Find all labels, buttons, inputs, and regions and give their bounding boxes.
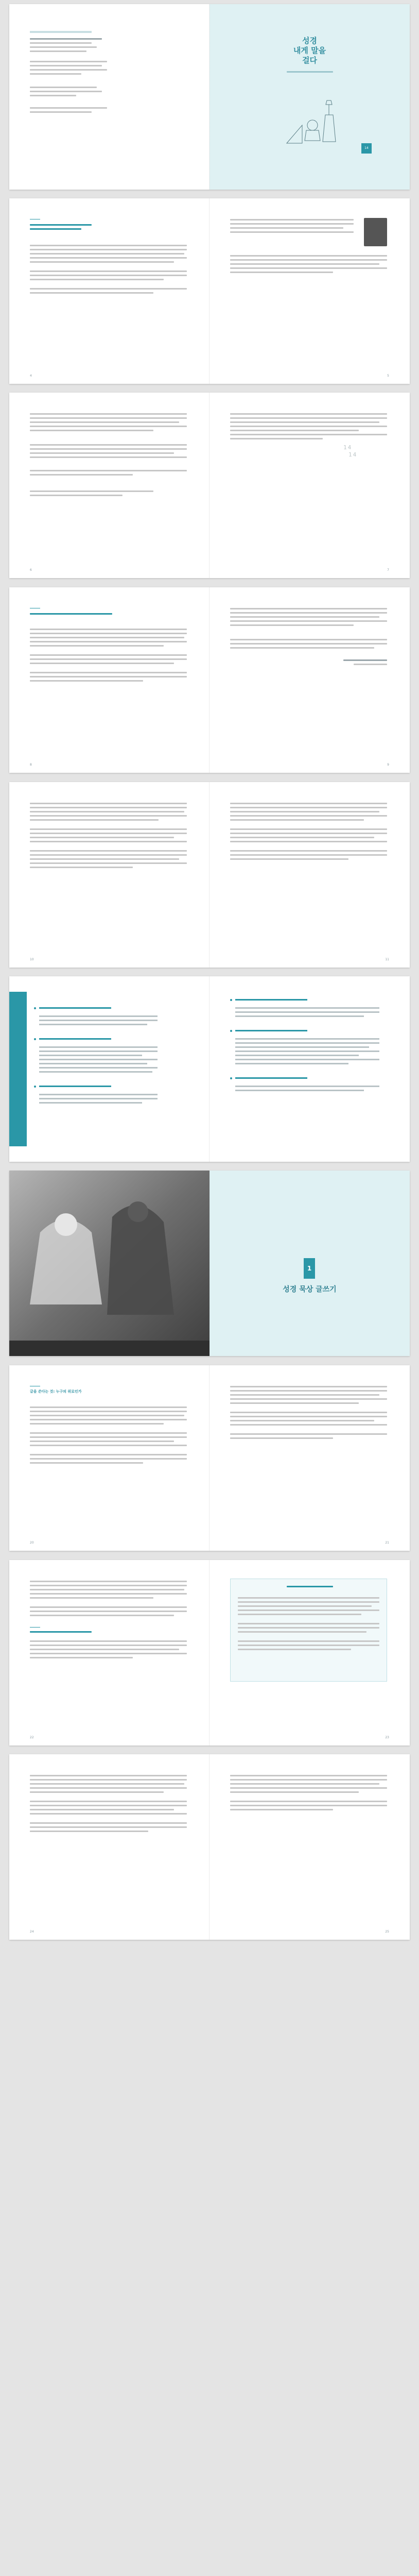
text-line xyxy=(30,811,184,812)
text-line xyxy=(30,658,187,660)
toc-bullet xyxy=(34,1086,36,1088)
text-line xyxy=(238,1609,379,1611)
text-line xyxy=(30,1826,187,1828)
text-line xyxy=(30,1783,184,1785)
text-line xyxy=(30,629,187,630)
text-line xyxy=(230,854,387,856)
text-line xyxy=(30,1787,187,1789)
text-line xyxy=(30,663,174,664)
gutter xyxy=(209,1754,210,1940)
text-line xyxy=(30,1432,187,1434)
text-line xyxy=(30,430,153,431)
text-line xyxy=(30,292,153,294)
text-line xyxy=(230,259,387,261)
toc-entry xyxy=(39,1024,147,1025)
spread-10 xyxy=(9,1754,410,1940)
text-line xyxy=(230,807,387,808)
text-line xyxy=(30,1440,174,1442)
page-right xyxy=(210,1754,410,1940)
text-line xyxy=(30,111,92,113)
text-line xyxy=(30,261,174,263)
page-right xyxy=(210,782,410,968)
text-line xyxy=(30,257,187,259)
text-line xyxy=(30,803,187,804)
toc-left xyxy=(9,976,210,1162)
text-line xyxy=(30,1454,187,1455)
page-number: 4 xyxy=(30,374,32,378)
text-line xyxy=(30,676,187,677)
text-line xyxy=(30,641,187,642)
text-line xyxy=(238,1614,361,1615)
text-line xyxy=(230,819,364,821)
text-line xyxy=(30,50,86,52)
chapter-title-page xyxy=(210,1171,410,1356)
text-line xyxy=(30,413,187,415)
toc-entry xyxy=(235,1011,379,1013)
heading-line xyxy=(30,613,112,615)
text-line xyxy=(30,645,164,647)
text-line xyxy=(30,841,187,842)
page-left xyxy=(9,1365,210,1551)
text-line xyxy=(30,1436,187,1438)
text-line xyxy=(230,647,374,649)
text-line xyxy=(30,65,102,66)
text-line xyxy=(30,73,81,75)
page-number: 22 xyxy=(30,1736,34,1739)
text-line xyxy=(230,1386,387,1387)
text-line xyxy=(30,249,187,250)
text-line xyxy=(30,417,187,419)
text-line xyxy=(30,270,187,272)
text-line xyxy=(230,643,387,645)
toc-entry xyxy=(235,1015,364,1017)
text-line xyxy=(230,263,379,265)
text-line xyxy=(30,456,187,458)
text-line xyxy=(230,1420,374,1421)
page-number: 8 xyxy=(30,763,32,767)
chapter-photo xyxy=(9,1171,210,1356)
text-line xyxy=(230,1791,359,1793)
toc-entry xyxy=(235,1050,379,1052)
text-line xyxy=(30,1597,153,1599)
text-line xyxy=(230,1412,387,1413)
toc-heading xyxy=(30,31,92,33)
page-right xyxy=(210,1560,410,1745)
toc-entry xyxy=(235,1030,307,1031)
gutter xyxy=(209,976,210,1162)
toc-entry xyxy=(39,1020,158,1021)
text-line xyxy=(30,1611,187,1612)
page-right xyxy=(210,198,410,384)
text-line xyxy=(30,807,187,808)
text-line xyxy=(30,490,153,492)
toc-entry xyxy=(39,1038,111,1040)
text-line xyxy=(30,837,174,838)
gutter xyxy=(209,587,210,773)
text-line xyxy=(30,1589,184,1590)
page-number: 20 xyxy=(30,1541,34,1545)
gutter xyxy=(209,1560,210,1745)
text-line xyxy=(230,219,354,221)
text-line xyxy=(30,470,187,471)
toc-entry xyxy=(39,1102,142,1104)
text-line xyxy=(30,1775,187,1776)
toc-entry xyxy=(235,1038,379,1040)
gutter xyxy=(209,1365,210,1551)
spread-5 xyxy=(9,782,410,968)
text-line xyxy=(30,1419,187,1420)
author-line xyxy=(287,71,333,73)
text-line xyxy=(30,444,187,446)
text-line xyxy=(30,495,123,496)
text-line xyxy=(230,434,387,435)
text-line xyxy=(230,815,387,817)
text-line xyxy=(30,421,179,423)
toc-bullet xyxy=(34,1007,36,1009)
toc-entry xyxy=(39,1055,142,1056)
text-line xyxy=(30,1615,174,1616)
text-line xyxy=(230,837,374,838)
text-line xyxy=(230,608,387,609)
page-right xyxy=(210,1365,410,1551)
text-line xyxy=(230,227,343,229)
heading-line xyxy=(287,1586,333,1587)
toc-entry xyxy=(39,1007,111,1009)
text-line xyxy=(30,69,107,71)
text-line xyxy=(230,639,387,640)
text-line xyxy=(230,223,354,225)
text-line xyxy=(230,421,379,423)
page-left xyxy=(9,587,210,773)
text-line xyxy=(30,1779,187,1781)
signature-line xyxy=(354,664,387,665)
text-line xyxy=(230,811,379,812)
text-line xyxy=(230,255,387,257)
spread-1 xyxy=(9,4,410,190)
title-line: 성경 xyxy=(302,36,317,45)
text-line xyxy=(230,1805,387,1806)
toc-entry xyxy=(39,1050,158,1052)
text-line xyxy=(30,1581,187,1582)
text-line xyxy=(238,1627,379,1629)
text-line xyxy=(30,850,187,852)
text-line xyxy=(30,1445,187,1446)
text-line xyxy=(30,1458,187,1460)
page-left xyxy=(9,198,210,384)
text-line xyxy=(230,858,348,860)
spread-8 xyxy=(9,1365,410,1551)
gutter xyxy=(209,393,210,578)
text-line xyxy=(230,1783,379,1785)
text-line xyxy=(30,1593,187,1595)
toc-tab xyxy=(9,992,27,1146)
text-line xyxy=(230,1398,387,1400)
spread-2 xyxy=(9,198,410,384)
text-line xyxy=(230,231,354,233)
text-line xyxy=(230,1394,379,1396)
toc-bullet xyxy=(230,999,232,1001)
page-left xyxy=(9,4,210,190)
signature-line xyxy=(343,659,387,661)
text-line xyxy=(230,1416,387,1417)
text-line xyxy=(238,1605,372,1607)
book-title xyxy=(210,36,410,65)
text-line xyxy=(30,1406,187,1408)
publisher-seal: 14 xyxy=(361,143,372,154)
text-line xyxy=(30,637,184,638)
text-line xyxy=(30,1831,148,1832)
text-line xyxy=(230,1801,387,1802)
toc-entry xyxy=(39,1015,158,1017)
text-line xyxy=(30,38,102,40)
text-line xyxy=(230,624,354,626)
chapter-number-badge: 1 xyxy=(304,1258,315,1279)
toc-bullet xyxy=(230,1077,232,1079)
text-line xyxy=(230,1390,387,1392)
text-line xyxy=(238,1597,379,1599)
text-line xyxy=(230,1437,333,1439)
toc-entry xyxy=(235,1063,348,1064)
toc-entry xyxy=(235,999,307,1001)
heading-rule xyxy=(30,1627,40,1628)
text-line xyxy=(30,815,187,817)
chapter-title: 성경 묵상 글쓰기 xyxy=(283,1285,337,1294)
text-line xyxy=(230,1779,387,1781)
text-line xyxy=(30,1606,187,1608)
text-line xyxy=(30,1801,187,1802)
toc-entry xyxy=(39,1063,147,1064)
text-line xyxy=(230,850,387,852)
text-line xyxy=(30,819,159,821)
title-line: 걸다 xyxy=(302,56,317,65)
toc-entry xyxy=(39,1086,111,1087)
heading-line xyxy=(30,1631,92,1633)
text-line xyxy=(30,288,187,290)
page-mark: 14 xyxy=(343,444,353,451)
text-line xyxy=(30,107,107,109)
page-mark: 14 xyxy=(348,451,358,458)
text-line xyxy=(30,426,187,427)
toc-entry xyxy=(39,1067,158,1069)
text-line xyxy=(30,828,187,830)
toc-entry xyxy=(235,1055,359,1056)
text-line xyxy=(30,858,179,860)
toc-entry xyxy=(39,1046,158,1048)
page-right xyxy=(210,393,410,578)
text-line xyxy=(230,620,387,622)
title-page xyxy=(210,4,410,190)
heading-line xyxy=(30,228,81,230)
page-number: 5 xyxy=(387,374,389,378)
text-line xyxy=(30,854,187,856)
text-line xyxy=(30,275,187,276)
book-illustration xyxy=(282,94,348,151)
text-line xyxy=(230,616,379,618)
toc-entry xyxy=(39,1059,158,1060)
text-line xyxy=(30,279,164,280)
toc-entry xyxy=(39,1094,158,1095)
text-line xyxy=(30,672,187,673)
page-number: 7 xyxy=(387,568,389,572)
text-line xyxy=(230,267,387,269)
text-line xyxy=(30,448,187,450)
text-line xyxy=(230,841,387,842)
toc-entry xyxy=(235,1042,379,1044)
page-left xyxy=(9,1560,210,1745)
toc-right xyxy=(210,976,410,1162)
page-number: 10 xyxy=(30,958,34,961)
text-line xyxy=(30,91,102,92)
text-line xyxy=(30,95,76,96)
text-line xyxy=(30,680,143,682)
text-line xyxy=(30,474,133,476)
text-line xyxy=(30,1585,187,1586)
text-line xyxy=(238,1645,379,1646)
toc-entry xyxy=(235,1046,369,1048)
title-line: 내게 말을 xyxy=(293,46,326,55)
text-line xyxy=(30,42,92,44)
text-line xyxy=(30,1657,133,1658)
toc-entry xyxy=(235,1086,379,1087)
text-line xyxy=(30,1640,187,1642)
section-heading: 글을 쓴다는 것: 누구의 위로인가 xyxy=(30,1389,82,1394)
spread-7 xyxy=(9,1171,410,1356)
text-line xyxy=(230,612,387,614)
toc-entry xyxy=(235,1077,307,1079)
page-number: 6 xyxy=(30,568,32,572)
text-line xyxy=(30,1791,164,1793)
text-line xyxy=(30,833,187,834)
page-number: 9 xyxy=(387,763,389,767)
page-left xyxy=(9,393,210,578)
text-line xyxy=(30,245,187,246)
text-line xyxy=(30,452,174,454)
heading-line xyxy=(30,224,92,226)
text-line xyxy=(30,867,133,868)
text-line xyxy=(30,1822,187,1824)
text-line xyxy=(30,1645,187,1646)
text-line xyxy=(30,1411,187,1412)
page-number: 25 xyxy=(385,1930,389,1934)
text-line xyxy=(238,1649,351,1650)
text-line xyxy=(30,1805,187,1806)
toc-entry xyxy=(235,1090,364,1091)
toc-entry xyxy=(39,1098,158,1099)
text-line xyxy=(230,1424,387,1426)
photo-page xyxy=(9,1171,210,1356)
page-left xyxy=(9,782,210,968)
text-line xyxy=(30,1423,164,1425)
text-line xyxy=(30,654,187,656)
toc-bullet xyxy=(230,1030,232,1032)
page-number: 21 xyxy=(385,1541,389,1545)
text-line xyxy=(230,828,387,830)
gutter xyxy=(209,782,210,968)
callout-box xyxy=(230,1579,387,1682)
text-line xyxy=(238,1601,379,1603)
page-number: 23 xyxy=(385,1736,389,1739)
text-line xyxy=(30,862,187,864)
gutter xyxy=(209,1171,210,1356)
text-line xyxy=(30,1809,174,1810)
text-line xyxy=(230,430,359,431)
text-line xyxy=(30,1462,143,1464)
text-line xyxy=(230,1433,387,1435)
spread-9 xyxy=(9,1560,410,1745)
text-line xyxy=(30,1813,187,1815)
text-line xyxy=(30,633,187,634)
toc-entry xyxy=(39,1071,152,1073)
toc-entry xyxy=(235,1007,379,1009)
gutter xyxy=(209,198,210,384)
text-line xyxy=(230,1402,359,1404)
author-portrait xyxy=(364,218,387,246)
text-line xyxy=(230,1787,387,1789)
text-line xyxy=(230,833,387,834)
text-line xyxy=(30,1653,187,1654)
text-line xyxy=(230,803,387,804)
text-line xyxy=(238,1631,366,1633)
spread-6 xyxy=(9,976,410,1162)
text-line xyxy=(230,413,387,415)
text-line xyxy=(238,1640,379,1642)
text-line xyxy=(230,1775,387,1776)
toc-entry xyxy=(235,1059,379,1060)
text-line xyxy=(238,1623,379,1624)
text-line xyxy=(30,46,97,48)
page-number: 24 xyxy=(30,1930,34,1934)
spread-3 xyxy=(9,393,410,578)
text-line xyxy=(30,87,97,88)
gutter xyxy=(209,4,210,190)
page-left xyxy=(9,1754,210,1940)
page-number: 11 xyxy=(385,958,389,961)
page-right xyxy=(210,587,410,773)
text-line xyxy=(230,1809,333,1810)
text-line xyxy=(30,1415,184,1416)
text-line xyxy=(30,253,184,255)
text-line xyxy=(230,417,387,419)
text-line xyxy=(230,272,333,273)
text-line xyxy=(230,426,387,427)
spread-4 xyxy=(9,587,410,773)
text-line xyxy=(230,438,323,439)
text-line xyxy=(30,61,107,62)
toc-bullet xyxy=(34,1038,36,1040)
text-line xyxy=(30,1649,179,1650)
